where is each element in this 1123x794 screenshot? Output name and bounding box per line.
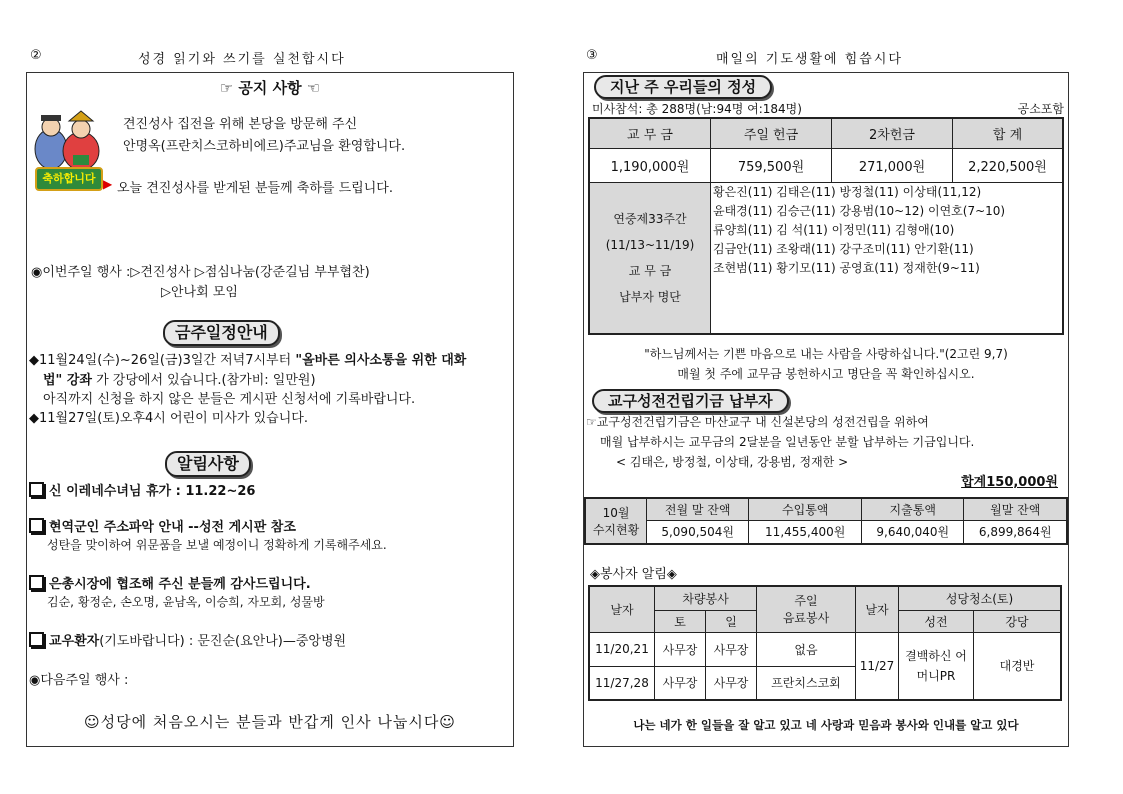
offering-value: 759,500원	[711, 148, 832, 182]
donor-label-line: (11/13~11/19)	[605, 237, 695, 252]
left-header: 성경 읽기와 쓰기를 실천합시다	[138, 52, 346, 67]
left-footer: ☺성당에 처음오시는 분들과 반갑게 인사 나눕시다☺	[84, 713, 456, 731]
donor-line: 류양희(11) 김 석(11) 이정민(11) 김형애(10)	[713, 222, 955, 237]
notice-item-4-text: (기도바랍니다) : 문진순(요안나)—중앙병원	[99, 634, 347, 649]
right-page-number: ③	[586, 48, 598, 63]
finance-value: 6,899,864원	[964, 520, 1067, 544]
building-fund-line-2-text: 매월 납부하시는 교무금의 2달분을 일년동안 분할 납부하는 기금입니다.	[600, 435, 975, 449]
vol-row-drink: 없음	[757, 632, 856, 666]
offering-value: 271,000원	[832, 148, 953, 182]
finance-value: 11,455,400원	[749, 520, 862, 544]
building-fund-total: 합계150,000원	[961, 475, 1058, 490]
offering-value: 1,190,000원	[589, 148, 711, 182]
this-week-event: ◉이번주일 행사 :▷견진성사 ▷점심나눔(강준길님 부부협찬)	[31, 265, 370, 280]
vol-row-sat: 사무장	[655, 632, 706, 666]
notice-title: ☞ 공지 사항 ☜	[219, 79, 321, 97]
finance-table	[584, 497, 1068, 545]
donor-line: 조현범(11) 황기모(11) 공영효(11) 정재한(9~11)	[713, 260, 980, 275]
finance-label	[585, 498, 647, 544]
notice-item-4	[29, 630, 346, 649]
congrats-badge: 축하합니다	[35, 167, 103, 191]
vol-header-sun: 일	[706, 610, 757, 632]
notice-line-1: 견진성사 집전을 위해 본당을 방문해 주신	[123, 117, 358, 132]
offering-title: 지난 주 우리들의 정성	[594, 75, 772, 99]
vol-header-date: 날자	[589, 586, 655, 632]
finance-header: 수입통액	[749, 498, 862, 520]
volunteer-title: ◈봉사자 알림◈	[590, 567, 677, 582]
finance-month: 10월	[602, 506, 630, 520]
donor-line: 황은진(11) 김태은(11) 방정철(11) 이상태(11,12)	[713, 184, 982, 199]
offering-header: 2차헌금	[832, 118, 953, 148]
vol-header-hall: 강당	[974, 610, 1062, 632]
donor-label-line: 연중제33주간	[613, 211, 687, 226]
notice-item-1-text: 신 이레네수녀님 휴가 : 11.22~26	[49, 484, 256, 499]
vol-header-drink: 주일 음료봉사	[757, 586, 856, 632]
building-fund-line-1: ☞교구성전건립기금은 마산교구 내 신설본당의 성전건립을 위하여	[586, 415, 929, 429]
vol-header-date-2: 날자	[856, 586, 899, 632]
notice-item-2-text: 현역군인 주소파악 안내 --성전 게시판 참조	[49, 520, 296, 535]
vol-header-sat: 토	[655, 610, 706, 632]
schedule-1-title: "올바른 의사소통을 위한 대화	[295, 353, 467, 368]
vol-row-drink: 프란치스코회	[757, 666, 856, 700]
checkbox-icon	[29, 575, 44, 590]
finance-header: 지출통액	[862, 498, 964, 520]
clean-date: 11/27	[856, 632, 899, 700]
notice-item-3	[29, 573, 311, 592]
donor-list	[711, 182, 1064, 334]
notice-item-3-text: 은총시장에 협조해 주신 분들께 감사드립니다.	[49, 577, 311, 592]
donor-line: 김금안(11) 조왕래(11) 강구조미(11) 안기환(11)	[713, 241, 974, 256]
left-panel	[26, 72, 514, 747]
this-week-event-2: ▷안나회 모임	[161, 285, 238, 300]
vol-row-date: 11/27,28	[589, 666, 655, 700]
notice-item-1	[29, 480, 255, 499]
arrow-icon: ▶	[103, 177, 113, 191]
right-header: 매일의 기도생활에 힘씁시다	[716, 52, 903, 67]
attendance-note: 공소포함	[1017, 102, 1064, 116]
schedule-item-1	[29, 349, 466, 368]
finance-value: 5,090,504원	[647, 520, 749, 544]
offering-table	[588, 117, 1064, 335]
checkbox-icon	[29, 518, 44, 533]
offering-value: 2,220,500원	[953, 148, 1064, 182]
schedule-1-text: ◆11월24일(수)~26일(금)3일간 저녁7시부터	[29, 353, 296, 368]
donor-label	[589, 182, 711, 334]
schedule-1-title-end: 법" 강좌	[43, 373, 92, 388]
next-week-event: ◉다음주일 행사 :	[29, 673, 129, 688]
notices-title: 알림사항	[165, 451, 251, 477]
schedule-title: 금주일정안내	[163, 320, 280, 346]
schedule-item-3: ◆11월27일(토)오후4시 어린이 미사가 있습니다.	[29, 411, 308, 426]
notice-line-2: 안명옥(프란치스코하비에르)주교님을 환영합니다.	[123, 139, 406, 154]
offering-quote: "하느님께서는 기쁜 마음으로 내는 사람을 사랑하십니다."(2고린 9,7)	[644, 347, 1008, 361]
right-panel	[583, 72, 1069, 747]
checkbox-icon	[29, 482, 44, 497]
volunteer-table	[588, 585, 1062, 701]
offering-header: 교 무 금	[589, 118, 711, 148]
notice-item-2	[29, 516, 296, 535]
notice-item-2-sub: 성탄을 맞이하여 위문품을 보낼 예정이니 정확하게 기록해주세요.	[47, 538, 387, 552]
finance-header: 전월 말 잔액	[647, 498, 749, 520]
building-fund-line-2	[600, 433, 974, 450]
right-footer: 나는 네가 한 일들을 잘 알고 있고 네 사랑과 믿음과 봉사와 인내를 알고 있다	[633, 718, 1019, 732]
donor-line: 윤태경(11) 김승근(11) 강용범(10~12) 이연호(7~10)	[713, 203, 1006, 218]
finance-header: 월말 잔액	[964, 498, 1067, 520]
vol-row-sun: 사무장	[706, 666, 757, 700]
checkbox-icon	[29, 632, 44, 647]
offering-header: 합 계	[953, 118, 1064, 148]
vol-row-sat: 사무장	[655, 666, 706, 700]
finance-value: 9,640,040원	[862, 520, 964, 544]
couple-illustration-icon	[29, 105, 109, 171]
offering-reminder: 매월 첫 주에 교무금 봉헌하시고 명단을 꼭 확인하십시오.	[677, 367, 975, 381]
vol-row-date: 11/20,21	[589, 632, 655, 666]
building-fund-title: 교구성전건립기금 납부자	[592, 389, 789, 413]
notice-line-3: 오늘 견진성사를 받게된 분들께 축하를 드립니다.	[117, 181, 393, 196]
schedule-item-2: 아직까지 신청을 하지 않은 분들은 게시판 신청서에 기록바랍니다.	[43, 392, 416, 407]
schedule-item-1b	[43, 369, 316, 388]
schedule-1-location: 가 강당에서 있습니다.(참가비: 일만원)	[91, 373, 316, 388]
donor-label-line: 납부자 명단	[619, 289, 681, 304]
notice-item-4-label: 교우환자	[49, 634, 100, 649]
vol-row-sun: 사무장	[706, 632, 757, 666]
vol-header-church: 성전	[899, 610, 974, 632]
left-page-number: ②	[30, 48, 42, 63]
finance-label-text: 수지현황	[592, 523, 640, 537]
attendance: 미사참석: 총 288명(남:94명 여:184명)	[592, 102, 802, 116]
vol-header-car: 차량봉사	[655, 586, 757, 610]
building-fund-names: < 김태은, 방정철, 이상태, 강용범, 정재한 >	[616, 455, 849, 469]
offering-header: 주일 헌금	[711, 118, 832, 148]
donor-label-line: 교 무 금	[628, 263, 672, 278]
clean-hall: 대경반	[974, 632, 1062, 700]
vol-header-clean: 성당청소(토)	[899, 586, 1062, 610]
clean-church: 결백하신 어머니PR	[899, 632, 974, 700]
notice-item-3-sub: 김순, 황정순, 손오명, 윤남옥, 이승희, 자모회, 성물방	[47, 595, 325, 609]
